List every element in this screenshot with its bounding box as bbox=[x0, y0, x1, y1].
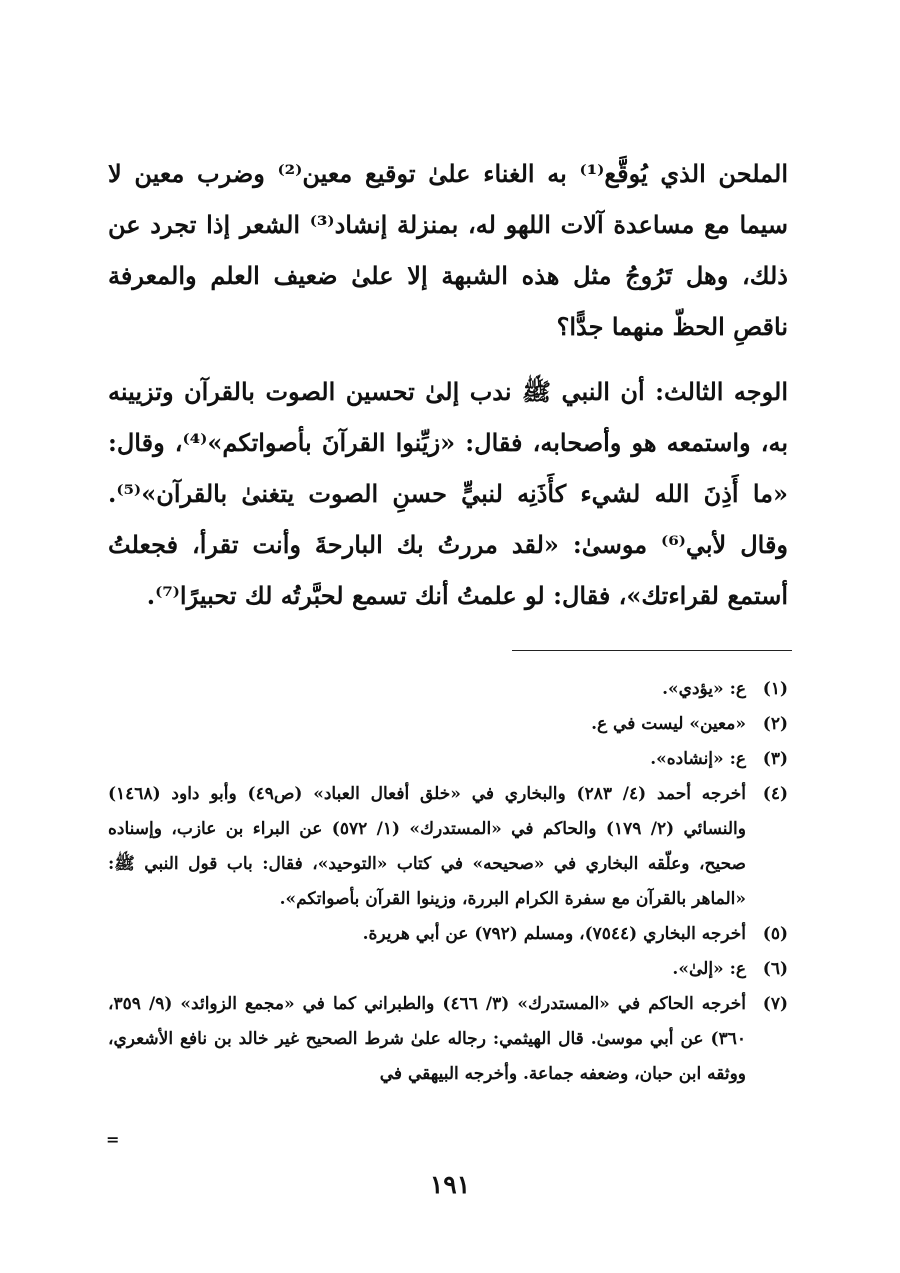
paragraph-2-text-4: ، فقال: لو علمتُ أنك تسمع لحبَّرتُه لك تحبيرًا⁽⁷⁾. bbox=[146, 581, 627, 610]
footnote-number: (٢) bbox=[762, 714, 788, 734]
section-heading: الوجه الثالث: bbox=[644, 377, 788, 406]
footnote-6 bbox=[108, 952, 788, 987]
paragraph-2-text-2: ⁽⁴⁾، وقال: bbox=[108, 428, 208, 457]
footnote-text: أخرجه البخاري (٧٥٤٤)، ومسلم (٧٩٢) عن أبي هريرة. bbox=[362, 924, 746, 944]
footnote-number: (٣) bbox=[762, 749, 788, 769]
footnote-text: أخرجه أحمد (٤/ ٢٨٣) والبخاري في «خلق أفعال العباد» (ص٤٩) وأبو داود (١٤٦٨) والنسائي (٢/ ١٧٩) والحاكم في «المستدرك» (١/ ٥٧٢) عن البراء بن عازب، وإسناده صحيح، وعلّقه البخاري في «صحيحه» في كتاب «التوحيد»، فقال: باب قول النبي ﷺ: «الماهر بالقرآن مع سفرة الكرام البررة، وزينوا القرآن بأصواتكم». bbox=[108, 784, 746, 909]
hadith-quote-1: «زيِّنوا القرآنَ بأصواتكم» bbox=[207, 428, 456, 457]
footnote-7 bbox=[108, 987, 788, 1092]
footnote-2 bbox=[108, 707, 788, 742]
footnote-number: (١) bbox=[762, 679, 788, 699]
paragraph-2-text-1: أن النبي ﷺ ندب إلىٰ تحسين الصوت بالقرآن وتزيينه به، واستمعه هو وأصحابه، فقال: bbox=[108, 377, 788, 457]
footnote-number: (٥) bbox=[762, 924, 788, 944]
footnote-divider bbox=[512, 650, 792, 651]
continuation-mark: = bbox=[106, 1130, 120, 1149]
hadith-quote-3: «لقد مررتُ بك البارحةَ وأنت تقرأ، فجعلتُ أستمع لقراءتك» bbox=[108, 530, 788, 610]
main-text bbox=[108, 148, 788, 643]
page-number: ١٩١ bbox=[429, 1170, 471, 1199]
footnote-text: «معين» ليست في ع. bbox=[591, 714, 746, 734]
footnote-5 bbox=[108, 917, 788, 952]
footnote-number: (٤) bbox=[762, 784, 788, 804]
paragraph-1: الملحن الذي يُوقَّع⁽¹⁾ به الغناء علىٰ توقيع معين⁽²⁾ وضرب معين لا سيما مع مساعدة آلات اللهو له، بمنزلة إنشاد⁽³⁾ الشعر إذا تجرد عن ذلك، وهل تَرُوجُ مثل هذه الشبهة إلا علىٰ ضعيف العلم والمعرفة ناقصِ الحظّ منهما جدًّا؟ bbox=[108, 159, 788, 341]
footnote-text: أخرجه الحاكم في «المستدرك» (٣/ ٤٦٦) والطبراني كما في «مجمع الزوائد» (٩/ ٣٥٩، ٣٦٠) عن أبي موسىٰ. قال الهيثمي: رجاله علىٰ شرط الصحيح غير خالد بن نافع الأشعري، ووثقه ابن حبان، وضعفه جماعة. وأخرجه البيهقي في bbox=[108, 994, 746, 1084]
footnote-number: (٦) bbox=[762, 959, 788, 979]
paragraph-2-text-3: ⁽⁵⁾. وقال لأبي⁽⁶⁾ موسىٰ: bbox=[108, 479, 789, 559]
footnote-4 bbox=[108, 777, 788, 917]
paragraph-2 bbox=[108, 366, 788, 621]
hadith-quote-2: «ما أَذِنَ الله لشيء كأَذَنِه لنبيٍّ حسنِ الصوت يتغنىٰ بالقرآن» bbox=[141, 479, 788, 508]
footnotes bbox=[108, 672, 788, 1092]
footnote-text: ع: «إلىٰ». bbox=[672, 959, 746, 979]
footnote-text: ع: «إنشاده». bbox=[650, 749, 746, 769]
footnote-1 bbox=[108, 672, 788, 707]
footnote-number: (٧) bbox=[762, 994, 788, 1014]
footnote-text: ع: «يؤدي». bbox=[662, 679, 746, 699]
footnote-3 bbox=[108, 742, 788, 777]
